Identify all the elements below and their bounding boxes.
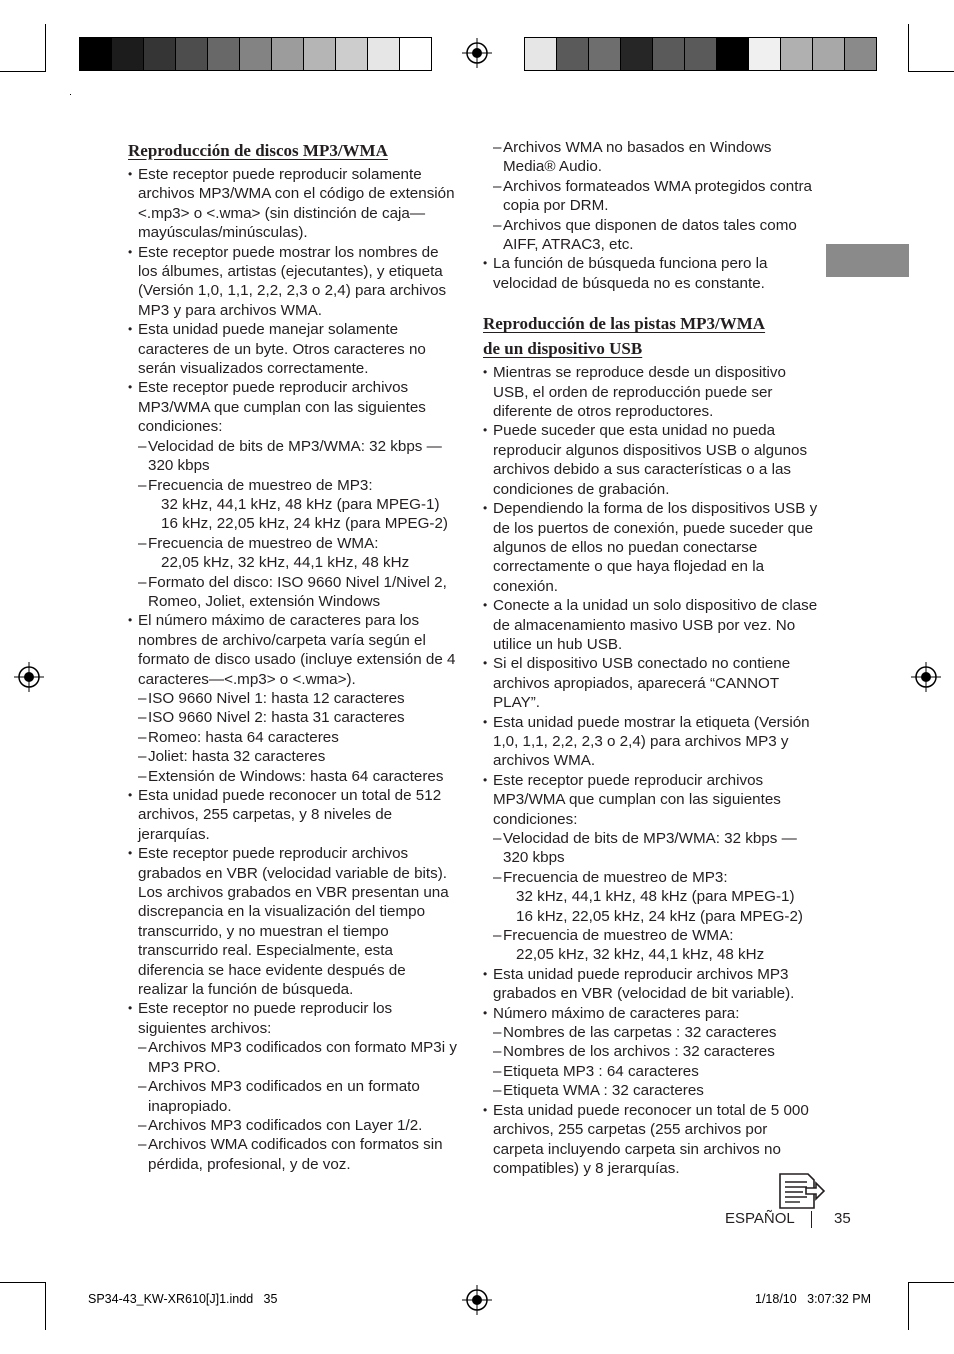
- bullet-item: • Esta unidad puede reproducir archivos MP3 grabados en VBR (velocidad de bit variable).: [483, 965, 818, 1004]
- color-swatch: [176, 38, 208, 70]
- bullet-item: • Esta unidad puede reconocer un total de 5 000 archivos, 255 carpetas (255 archivos por carpeta incluyendo carpeta sin archivos no compatibles) y 8 jerarquías.: [483, 1101, 818, 1179]
- bullet-item: • Si el dispositivo USB conectado no contiene archivos apropiados, aparecerá “CANNOT PLAY”.: [483, 654, 818, 712]
- section-heading-usb-line1: Reproducción de las pistas MP3/WMA: [483, 314, 766, 334]
- sub-item: 16 kHz, 22,05 kHz, 24 kHz (para MPEG-2): [161, 515, 448, 533]
- bullet-item: • El número máximo de caracteres para los nombres de archivo/carpeta varía según el formato de disco usado (incluye extensión de 4 caracteres—<.mp3> o <.wma>).: [128, 611, 458, 689]
- dash-item: – Velocidad de bits de MP3/WMA: 32 kbps — 320 kbps: [483, 829, 818, 868]
- color-swatch: [525, 38, 557, 70]
- color-swatch: [781, 38, 813, 70]
- dash-item: – Frecuencia de muestreo de WMA:: [128, 534, 458, 553]
- dash-item: – Frecuencia de muestreo de MP3:: [128, 476, 458, 495]
- footer-divider: [811, 1211, 812, 1228]
- color-swatch: [144, 38, 176, 70]
- bullet-item: • Esta unidad puede reconocer un total de 512 archivos, 255 carpetas, y 8 niveles de jerarquías.: [128, 786, 458, 844]
- dash-item: – Frecuencia de muestreo de WMA:: [483, 926, 818, 945]
- color-swatch: [240, 38, 272, 70]
- dash-item: – ISO 9660 Nivel 1: hasta 12 caracteres: [128, 689, 458, 708]
- color-swatch: [80, 38, 112, 70]
- section-heading-mp3-wma-discs: Reproducción de discos MP3/WMA: [128, 141, 388, 160]
- color-swatch: [621, 38, 653, 70]
- bullet-item: • La función de búsqueda funciona pero la velocidad de búsqueda no es constante.: [483, 254, 818, 293]
- dash-item: – Archivos formateados WMA protegidos contra copia por DRM.: [483, 177, 818, 216]
- slug-file: SP34-43_KW-XR610[J]1.indd 35: [88, 1292, 278, 1306]
- color-swatch: [813, 38, 845, 70]
- bullet-item: • Este receptor puede reproducir archivos MP3/WMA que cumplan con las siguientes condiciones:: [128, 378, 458, 436]
- bullet-item: • Esta unidad puede manejar solamente caracteres de un byte. Otros caracteres no serán visualizados correctamente.: [128, 320, 458, 378]
- color-swatch: [717, 38, 749, 70]
- footer-language: ESPAÑOL: [725, 1210, 795, 1227]
- color-swatch: [368, 38, 400, 70]
- sub-item: 32 kHz, 44,1 kHz, 48 kHz (para MPEG-1): [161, 495, 440, 513]
- color-swatch: [304, 38, 336, 70]
- color-swatch: [112, 38, 144, 70]
- bullet-item: • Este receptor puede mostrar los nombres de los álbumes, artistas (ejecutantes), y etiqueta (Versión 1,0, 1,1, 2,2, 2,3 o 2,4) para archivos MP3 y para archivos WMA.: [128, 243, 458, 321]
- dash-item: – Archivos WMA codificados con formatos sin pérdida, profesional, y de voz.: [128, 1135, 458, 1174]
- color-swatch: [272, 38, 304, 70]
- color-swatch: [557, 38, 589, 70]
- dash-item: – Etiqueta WMA : 32 caracteres: [483, 1081, 818, 1100]
- color-bar-left: [79, 37, 432, 71]
- color-bar-right: [524, 37, 877, 71]
- color-swatch: [589, 38, 621, 70]
- color-swatch: [749, 38, 781, 70]
- color-swatch: [208, 38, 240, 70]
- bullet-item: • Conecte a la unidad un solo dispositivo de clase de almacenamiento masivo USB por vez. No utilice un hub USB.: [483, 596, 818, 654]
- bullet-item: • Este receptor no puede reproducir los siguientes archivos:: [128, 999, 458, 1038]
- color-swatch: [653, 38, 685, 70]
- bullet-item: • Dependiendo la forma de los dispositivos USB y de los puertos de conexión, puede suceder que algunos de ellos no puedan conectarse correctamente o que haya flojedad en la conexión.: [483, 499, 818, 596]
- dash-item: – Etiqueta MP3 : 64 caracteres: [483, 1062, 818, 1081]
- dash-item: – Frecuencia de muestreo de MP3:: [483, 868, 818, 887]
- dash-item: – Archivos MP3 codificados con Layer 1/2.: [128, 1116, 458, 1135]
- section-heading-usb: [483, 311, 818, 361]
- right-list: [483, 363, 818, 1178]
- color-swatch: [685, 38, 717, 70]
- sub-item: 22,05 kHz, 32 kHz, 44,1 kHz, 48 kHz: [161, 554, 410, 572]
- bullet-item: • Este receptor puede reproducir archivos grabados en VBR (velocidad variable de bits). Los archivos grabados en VBR presentan una discrepancia en la visualización del tiempo transcurrido, y no muestran el tiempo transcurrido real. Especialmente, esta diferencia se hace evidente después de realizar la función de búsqueda.: [128, 844, 458, 999]
- language-tab: [826, 244, 909, 277]
- registration-mark-icon: [911, 662, 941, 692]
- dash-item: – Nombres de los archivos : 32 caracteres: [483, 1042, 818, 1061]
- bullet-item: • Número máximo de caracteres para:: [483, 1004, 818, 1023]
- color-swatch: [845, 38, 876, 70]
- dash-item: – Romeo: hasta 64 caracteres: [128, 728, 458, 747]
- dash-item: – Archivos WMA no basados en Windows Media® Audio.: [483, 138, 818, 177]
- sub-item: 22,05 kHz, 32 kHz, 44,1 kHz, 48 kHz: [516, 946, 765, 964]
- sub-item: 16 kHz, 22,05 kHz, 24 kHz (para MPEG-2): [516, 907, 803, 925]
- sub-item: 32 kHz, 44,1 kHz, 48 kHz (para MPEG-1): [516, 888, 795, 906]
- document-arrow-icon: [778, 1172, 826, 1210]
- dash-item: – Extensión de Windows: hasta 64 caracteres: [128, 767, 458, 786]
- registration-mark-icon: [462, 38, 492, 68]
- registration-mark-icon: [14, 662, 44, 692]
- slug-timestamp: 1/18/10 3:07:32 PM: [755, 1292, 872, 1306]
- bullet-item: • Este receptor puede reproducir archivos MP3/WMA que cumplan con las siguientes condiciones:: [483, 771, 818, 829]
- right-top-list: [483, 138, 818, 293]
- bullet-item: • Mientras se reproduce desde un dispositivo USB, el orden de reproducción puede ser diferente de otros reproductores.: [483, 363, 818, 421]
- right-column: [483, 138, 818, 1178]
- bullet-item: • Este receptor puede reproducir solamente archivos MP3/WMA con el código de extensión <.mp3> o <.wma> (sin distinción de caja—mayúsculas/minúsculas).: [128, 165, 458, 243]
- dash-item: – Joliet: hasta 32 caracteres: [128, 747, 458, 766]
- dash-item: – Formato del disco: ISO 9660 Nivel 1/Nivel 2, Romeo, Joliet, extensión Windows: [128, 573, 458, 612]
- dash-item: – Nombres de las carpetas : 32 caracteres: [483, 1023, 818, 1042]
- dash-item: – ISO 9660 Nivel 2: hasta 31 caracteres: [128, 708, 458, 727]
- color-swatch: [336, 38, 368, 70]
- page-number: 35: [834, 1210, 851, 1227]
- dash-item: – Archivos MP3 codificados con formato MP3i y MP3 PRO.: [128, 1038, 458, 1077]
- color-swatch: [400, 38, 431, 70]
- registration-mark-icon: [462, 1285, 492, 1315]
- dash-item: – Archivos que disponen de datos tales como AIFF, ATRAC3, etc.: [483, 216, 818, 255]
- left-list: [128, 165, 458, 1174]
- section-heading-usb-line2: de un dispositivo USB: [483, 339, 643, 359]
- bullet-item: • Esta unidad puede mostrar la etiqueta (Versión 1,0, 1,1, 2,2, 2,3 o 2,4) para archivos MP3 y archivos WMA.: [483, 713, 818, 771]
- dash-item: – Velocidad de bits de MP3/WMA: 32 kbps — 320 kbps: [128, 437, 458, 476]
- dash-item: – Archivos MP3 codificados en un formato inapropiado.: [128, 1077, 458, 1116]
- bullet-item: • Puede suceder que esta unidad no pueda reproducir algunos dispositivos USB o algunos archivos debido a sus características o a las condiciones de grabación.: [483, 421, 818, 499]
- left-column: [128, 138, 458, 1174]
